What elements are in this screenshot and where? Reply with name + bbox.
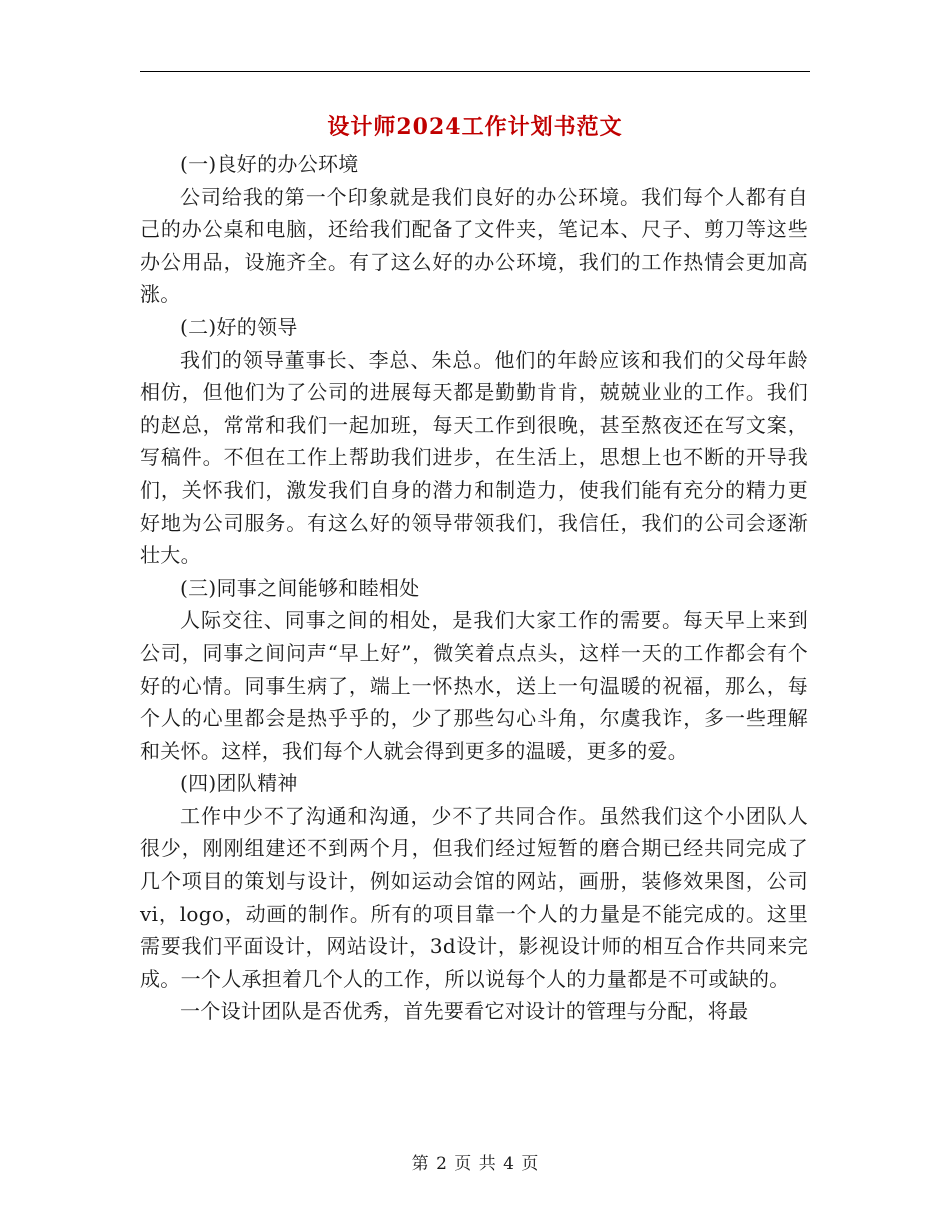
page-footer: 第 2 页 共 4 页 <box>411 1154 539 1174</box>
section-heading-1: (一)良好的办公环境 <box>180 152 359 176</box>
paragraph-1: 公司给我的第一个印象就是我们良好的办公环境。我们每个人都有自己的办公桌和电脑，还给我们配备了文件夹，笔记本、尺子、剪刀等这些办公用品，设施齐全。有了这么好的办公环境，我们的工作热情会更加高涨。 <box>140 184 808 307</box>
paragraph-2: 我们的领导董事长、李总、朱总。他们的年龄应该和我们的父母年龄相仿，但他们为了公司的进展每天都是勤勤肯肯，兢兢业业的工作。我们的赵总，常常和我们一起加班，每天工作到很晚，甚至熬夜还在写文案，写稿件。不但在工作上帮助我们进步，在生活上，思想上也不断的开导我们，关怀我们，激发我们自身的潜力和制造力，使我们能有充分的精力更好地为公司服务。有这么好的领导带领我们，我信任，我们的公司会逐渐壮大。 <box>140 347 808 568</box>
paragraph-3: 人际交往、同事之间的相处，是我们大家工作的需要。每天早上来到公司，同事之间问声“早上好”，微笑着点点头，这样一天的工作都会有个好的心情。同事生病了，端上一怀热水，送上一句温暖的祝福，那么，每个人的心里都会是热乎乎的，少了那些勾心斗角，尔虞我诈，多一些理解和关怀。这样，我们每个人就会得到更多的温暖，更多的爱。 <box>140 608 808 763</box>
paragraph-4: 工作中少不了沟通和沟通，少不了共同合作。虽然我们这个小团队人很少，刚刚组建还不到两个月，但我们经过短暂的磨合期已经共同完成了几个项目的策划与设计，例如运动会馆的网站，画册，装修效果图，公司vi，logo，动画的制作。所有的项目靠一个人的力量是不能完成的。这里需要我们平面设计，网站设计，3d设计，影视设计师的相互合作共同来完成。一个人承担着几个人的工作，所以说每个人的力量都是不可或缺的。 <box>140 803 808 991</box>
header-rule <box>140 71 810 72</box>
document-body <box>140 148 808 1028</box>
paragraph-5: 一个设计团队是否优秀，首先要看它对设计的管理与分配，将最 <box>180 999 749 1024</box>
document-title: 设计师2024工作计划书范文 <box>327 114 623 140</box>
section-heading-2: (二)好的领导 <box>180 314 298 339</box>
section-heading-4: (四)团队精神 <box>180 771 298 796</box>
section-heading-3: (三)同事之间能够和睦相处 <box>180 575 420 600</box>
